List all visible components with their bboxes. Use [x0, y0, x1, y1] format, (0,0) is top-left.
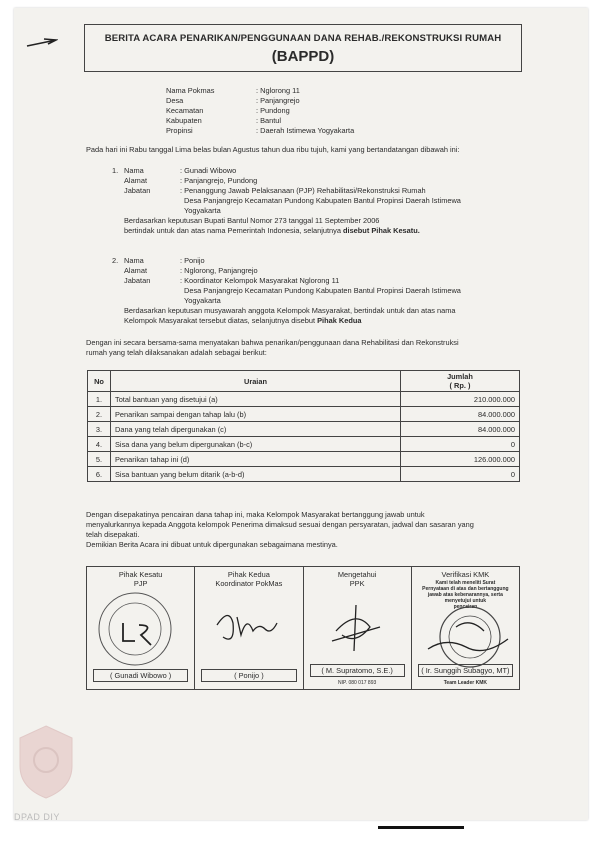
closing-line3: telah disepakati. — [86, 530, 140, 539]
signature-ponijo-icon — [207, 605, 287, 649]
th-uraian: Uraian — [111, 371, 401, 392]
info-label: Propinsi — [166, 126, 193, 135]
th-jumlah — [401, 371, 520, 392]
sig3-nip: NIP. 080 017 893 — [337, 680, 377, 686]
uraian-table — [87, 370, 520, 482]
table-row — [88, 392, 520, 407]
statement-line1: Dengan ini secara bersama-sama menyatakan bahwa penarikan/penggunaan dana Rehabilitasi dan Rekonstruksi — [86, 338, 459, 347]
sig2-role: Koordinator PokMas — [215, 579, 283, 588]
row-uraian: Penarikan sampai dengan tahap lalu (b) — [111, 407, 401, 422]
party2-block — [112, 256, 522, 326]
row-uraian: Sisa bantuan yang belum ditarik (a-b-d) — [111, 467, 401, 482]
row-no: 6. — [88, 467, 111, 482]
party1-jabatan: : Penanggung Jawab Pelaksanaan (PJP) Rehabilitasi/Rekonstruksi Rumah — [180, 186, 426, 195]
sig2-head: Pihak Kedua — [227, 570, 270, 579]
info-value: : Nglorong 11 — [256, 86, 300, 95]
stamp-pjp-icon — [95, 589, 175, 669]
party2-nama-label: Nama — [124, 256, 144, 265]
sig1-name: ( Gunadi Wibowo ) — [93, 669, 188, 682]
sig4-head: Verifikasi KMK — [441, 570, 490, 579]
table-header-row — [88, 371, 520, 392]
sig4-name: ( Ir. Sunggih Subagyo, MT) — [418, 664, 513, 677]
party2-dasar2-text: Kelompok Masyarakat tersebut diatas, selanjutnya disebut — [124, 316, 316, 325]
row-uraian: Penarikan tahap ini (d) — [111, 452, 401, 467]
row-jumlah: 84.000.000 — [401, 422, 520, 437]
party1-jabatan-desa: Desa Panjangrejo Kecamatan Pundong Kabupaten Bantul Propinsi Daerah Istimewa — [184, 196, 461, 205]
party2-nama: : Ponijo — [180, 256, 205, 265]
th-no: No — [88, 371, 111, 392]
signature-table — [86, 566, 520, 690]
party2-dasar1: Berdasarkan keputusan musyawarah anggota Kelompok Masyarakat, bertindak untuk dan atas nama — [124, 306, 456, 315]
closing-line2: menyalurkannya kepada Anggota kelompok Penerima dimaksud sesuai dengan persyaratan, jadwal dan sasaran yang — [86, 520, 474, 529]
table-row — [88, 437, 520, 452]
statement-text — [86, 338, 522, 358]
party2-jabatan-desa: Desa Panjangrejo Kecamatan Pundong Kabupaten Bantul Propinsi Daerah Istimewa — [184, 286, 461, 295]
table-row — [88, 407, 520, 422]
info-row — [166, 116, 354, 126]
sig4-role: Team Leader KMK — [443, 680, 487, 686]
party2-jabatan-label: Jabatan — [124, 276, 151, 285]
info-value: : Bantul — [256, 116, 282, 125]
sig4-note2: Pernyataan di atas dan bertanggung — [422, 586, 509, 592]
signature-pihak-kedua — [195, 567, 303, 689]
party1-jabatan-prov: Yogyakarta — [184, 206, 221, 215]
signature-ppk-icon — [326, 601, 386, 655]
info-row — [166, 86, 354, 96]
table-row — [88, 452, 520, 467]
table-row — [88, 422, 520, 437]
row-jumlah: 0 — [401, 437, 520, 452]
party1-nama: : Gunadi Wibowo — [180, 166, 237, 175]
stamp-kmk-icon — [426, 597, 510, 673]
title-line2: (BAPPD) — [271, 48, 335, 65]
sig3-role: PPK — [349, 579, 365, 588]
party2-jabatan: : Koordinator Kelompok Masyarakat Nglorong 11 — [180, 276, 340, 285]
row-jumlah: 210.000.000 — [401, 392, 520, 407]
signature-ppk — [304, 567, 412, 689]
closing-line1: Dengan disepakatinya pencairan dana tahap ini, maka Kelompok Masyarakat bertanggung jawab untuk — [86, 510, 425, 519]
row-no: 3. — [88, 422, 111, 437]
party1-dasar2 — [112, 226, 522, 236]
party2-dasar2-bold: Pihak Kedua — [317, 316, 362, 325]
info-value: : Pundong — [256, 106, 290, 115]
title-box — [84, 24, 522, 72]
info-label: Desa — [166, 96, 184, 105]
row-no: 4. — [88, 437, 111, 452]
bottom-bar — [378, 826, 464, 829]
info-block — [166, 86, 354, 136]
footer-label: DPAD DIY — [14, 812, 60, 822]
party2-jabatan-prov: Yogyakarta — [184, 296, 221, 305]
party1-jabatan-label: Jabatan — [124, 186, 151, 195]
info-value: : Daerah Istimewa Yogyakarta — [256, 126, 355, 135]
sig1-role: PJP — [133, 579, 148, 588]
signature-kmk — [412, 567, 519, 689]
row-uraian: Sisa dana yang belum dipergunakan (b-c) — [111, 437, 401, 452]
party2-dasar2 — [112, 316, 522, 326]
info-row — [166, 96, 354, 106]
row-jumlah: 126.000.000 — [401, 452, 520, 467]
sig3-name: ( M. Supratomo, S.E.) — [310, 664, 405, 677]
sig4-note5: pencairan — [453, 604, 478, 610]
sig3-head: Mengetahui — [337, 570, 377, 579]
dpad-logo-icon — [14, 722, 78, 802]
info-label: Kabupaten — [166, 116, 202, 125]
intro-text: Pada hari ini Rabu tanggal Lima belas bulan Agustus tahun dua ribu tujuh, kami yang bertandatangan dibawah ini: — [86, 145, 460, 154]
party1-dasar1: Berdasarkan keputusan Bupati Bantul Nomor 273 tanggal 11 September 2006 — [124, 216, 380, 225]
row-jumlah: 0 — [401, 467, 520, 482]
title-line1: BERITA ACARA PENARIKAN/PENGGUNAAN DANA REHAB./REKONSTRUKSI RUMAH — [104, 33, 502, 44]
sig4-note3: jawab atas kebenarannya, serta — [427, 592, 503, 598]
party1-block — [112, 166, 522, 236]
info-value: : Panjangrejo — [256, 96, 300, 105]
sig2-name: ( Ponijo ) — [201, 669, 296, 682]
signature-pihak-kesatu — [87, 567, 195, 689]
party1-alamat-label: Alamat — [124, 176, 148, 185]
row-jumlah: 84.000.000 — [401, 407, 520, 422]
party1-dasar2-bold: disebut Pihak Kesatu. — [343, 226, 420, 235]
sig4-note4: menyetujui untuk — [444, 598, 487, 604]
info-row — [166, 126, 354, 136]
pen-mark — [26, 36, 58, 50]
party2-alamat-label: Alamat — [124, 266, 148, 275]
statement-line2: rumah yang telah dilaksanakan adalah sebagai berikut: — [86, 348, 267, 357]
info-label: Kecamatan — [166, 106, 204, 115]
row-uraian: Total bantuan yang disetujui (a) — [111, 392, 401, 407]
sig4-note1: Kami telah meneliti Surat — [435, 580, 496, 586]
row-no: 2. — [88, 407, 111, 422]
party1-num: 1. — [112, 166, 119, 175]
th-jumlah-label: Jumlah — [447, 372, 473, 381]
party1-dasar2-text: bertindak untuk dan atas nama Pemerintah Indonesia, selanjutnya — [124, 226, 341, 235]
party2-num: 2. — [112, 256, 119, 265]
sig1-head: Pihak Kesatu — [118, 570, 163, 579]
row-no: 5. — [88, 452, 111, 467]
info-row — [166, 106, 354, 116]
closing-line4: Demikian Berita Acara ini dibuat untuk dipergunakan sebagaimana mestinya. — [86, 540, 338, 549]
row-uraian: Dana yang telah dipergunakan (c) — [111, 422, 401, 437]
row-no: 1. — [88, 392, 111, 407]
th-jumlah-unit: ( Rp. ) — [449, 381, 471, 390]
party1-nama-label: Nama — [124, 166, 144, 175]
info-label: Nama Pokmas — [166, 86, 215, 95]
party2-alamat: : Nglorong, Panjangrejo — [180, 266, 258, 275]
table-row — [88, 467, 520, 482]
closing-text — [86, 510, 522, 550]
party1-alamat: : Panjangrejo, Pundong — [180, 176, 258, 185]
